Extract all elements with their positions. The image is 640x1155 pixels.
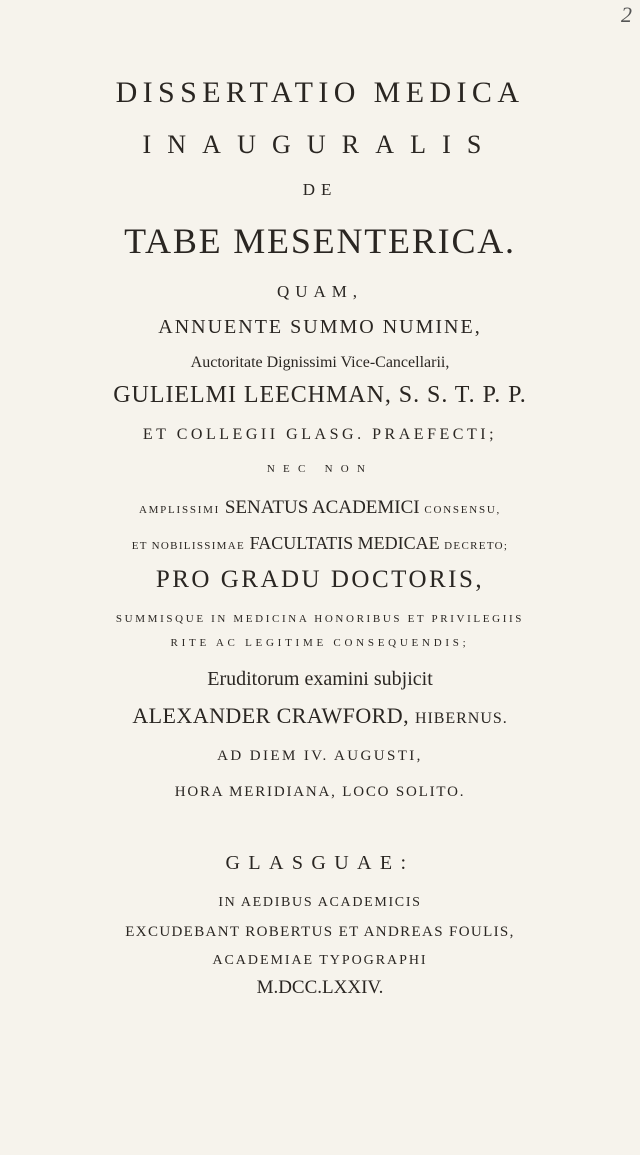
summisque-line: SUMMISQUE IN MEDICINA HONORIBUS ET PRIVILEGIIS [115,613,525,625]
auctoritate-line: Auctoritate Dignissimi Vice-Cancellarii, [190,354,450,371]
title-line-1: DISSERTATIO MEDICA [115,76,525,109]
senatus-main: SENATUS ACADEMICI [224,497,420,518]
author-name: ALEXANDER CRAWFORD, [132,703,410,728]
facultatis-prefix: ET NOBILISSIMAE [131,540,246,552]
author-line [0,703,640,729]
senatus-line [0,497,640,519]
title-main: TABE MESENTERICA. [124,221,516,261]
eruditorum-line: Eruditorum examini subjicit [207,668,433,690]
page-marking: 2 [621,2,632,27]
collegii-line: ET COLLEGII GLASG. PRAEFECTI; [142,426,498,443]
annuente-line: ANNUENTE SUMMO NUMINE, [158,316,482,338]
hour-line: HORA MERIDIANA, LOCO SOLITO. [174,784,466,800]
quam-line: QUAM, [277,282,363,301]
rite-line: RITE AC LEGITIME CONSEQUENDIS; [170,637,470,649]
leechman-line: GULIELMI LEECHMAN, S. S. T. P. P. [113,382,527,408]
facultatis-main: FACULTATIS MEDICAE [249,533,440,553]
author-origin: HIBERNUS. [415,710,508,727]
imprint-place: GLASGUAE: [225,852,415,874]
imprint-printers: EXCUDEBANT ROBERTUS ET ANDREAS FOULIS, [125,924,515,940]
senatus-suffix: CONSENSU, [424,504,502,516]
imprint-venue: IN AEDIBUS ACADEMICIS [218,895,422,910]
facultatis-line [0,533,640,554]
date-line: AD DIEM IV. AUGUSTI, [217,748,423,764]
nec-non-line: NEC NON [266,463,374,475]
title-line-2: INAUGURALIS [142,130,498,159]
facultatis-suffix: DECRETO; [444,540,509,552]
title-line-3: DE [302,180,338,199]
gradu-line: PRO GRADU DOCTORIS, [155,566,485,593]
imprint-year: M.DCC.LXXIV. [256,977,384,998]
imprint-role: ACADEMIAE TYPOGRAPHI [212,953,428,968]
senatus-prefix: AMPLISSIMI [138,504,221,516]
